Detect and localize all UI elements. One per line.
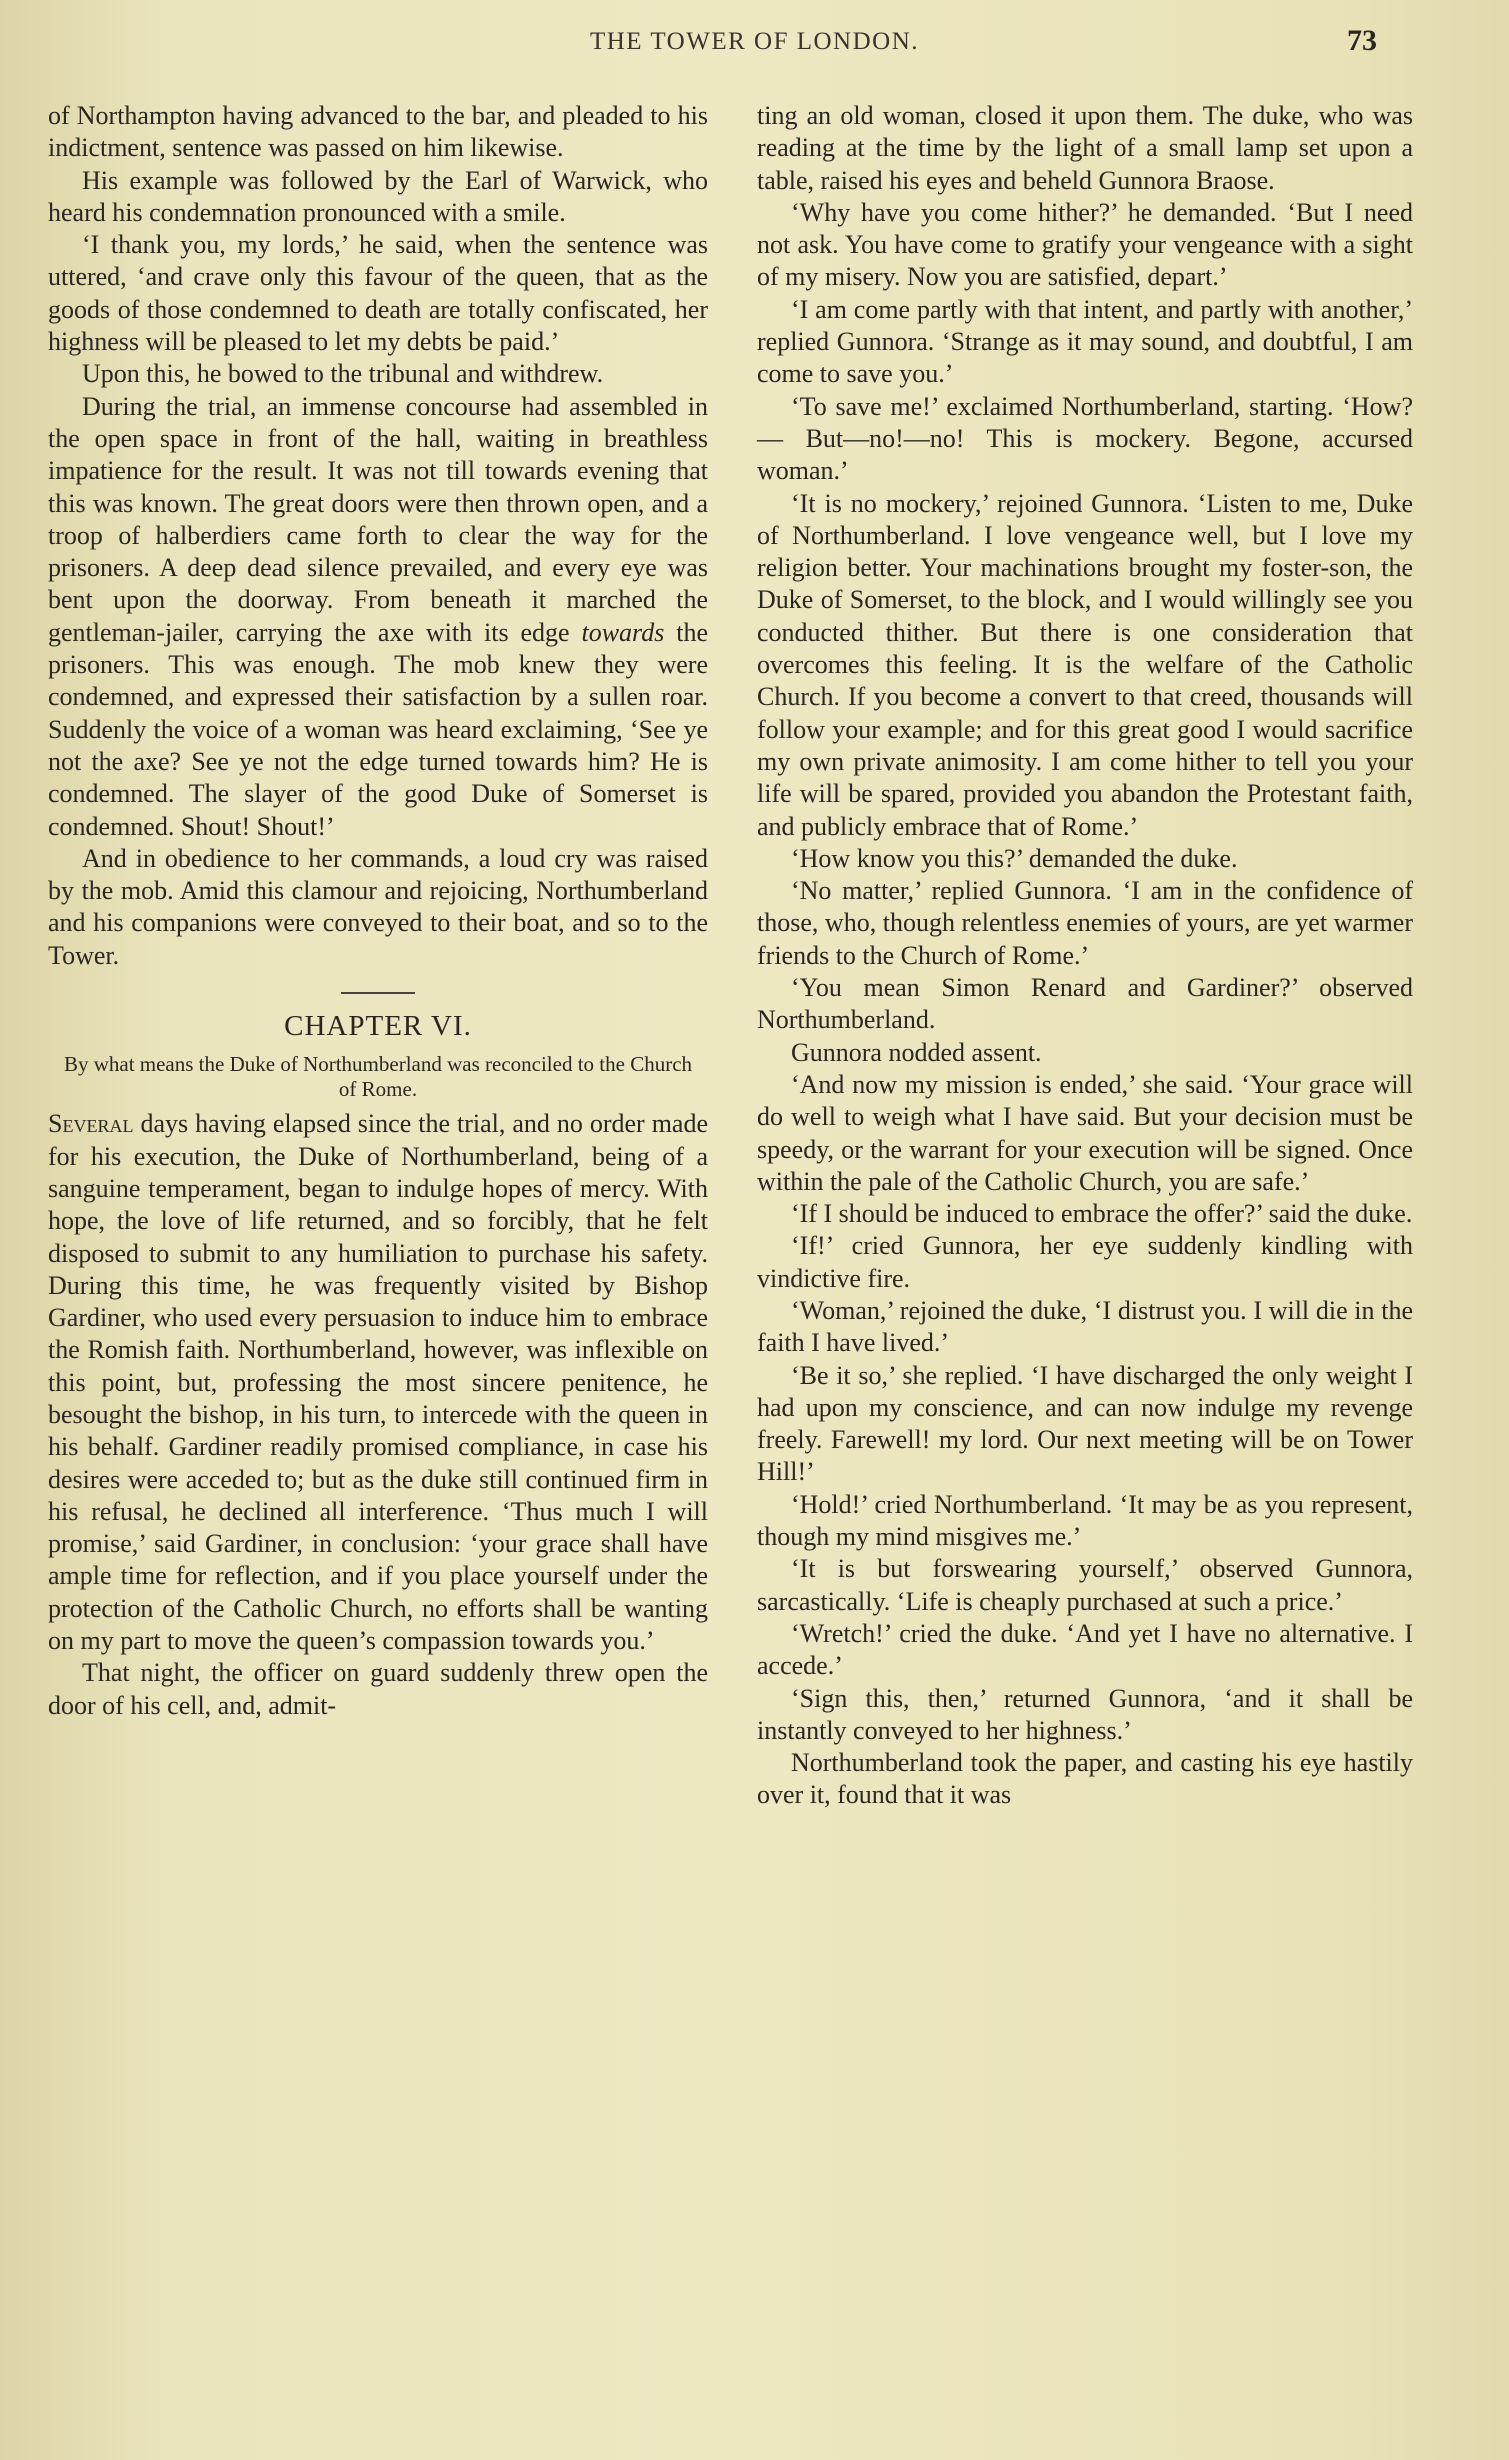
paragraph <box>48 391 708 843</box>
page-number: 73 <box>1347 24 1377 57</box>
chapter-first-word: Several <box>48 1109 134 1139</box>
paragraph: ‘To save me!’ exclaimed Northumberland, starting. ‘How? — But—no!—no! This is mockery. Begone, accursed woman.’ <box>757 391 1413 486</box>
left-column <box>48 100 708 1722</box>
page-header <box>0 24 1509 68</box>
paragraph: Gunnora nodded assent. <box>791 1037 1042 1067</box>
paragraph: ‘Hold!’ cried Northumberland. ‘It may be as you represent, though my mind misgives me.’ <box>757 1489 1413 1552</box>
paragraph: Northumberland took the paper, and casting his eye hastily over it, found that it was <box>757 1748 1413 1810</box>
paragraph-text: the prisoners. This was enough. The mob knew they were condemned, and expressed their satisfaction by a sullen roar. Suddenly the voice of a woman was heard exclaiming, ‘See ye not the axe? See ye not the edge turned towards him? He is condemned. The slayer of the good Duke of Somerset is condemned. Shout! Shout!’ <box>48 617 708 841</box>
italic-word: towards <box>581 617 665 647</box>
running-title: THE TOWER OF LONDON. <box>589 28 920 55</box>
paragraph-text: days having elapsed since the trial, and no order made for his execution, the Duke of Northumberland, being of a sanguine temperament, began to indulge hopes of mercy. With hope, the love of life returned, and so forcibly, that he felt disposed to submit to any humiliation to purchase his safety. During this time, he was frequently visited by Bishop Gardiner, who used every persuasion to induce him to embrace the Romish faith. Northumberland, however, was inflexible on this point, but, professing the most sincere penitence, he besought the bishop, in his turn, to intercede with the queen in his behalf. Gardiner readily promised compliance, in case his desires were acceded to; but as the duke still continued firm in his refusal, he declined all interference. ‘Thus much I will promise,’ said Gardiner, in conclusion: ‘your grace shall have ample time for reflection, and if you place yourself under the protection of the Catholic Church, no efforts shall be wanting on my part to move the queen’s compassion towards you.’ <box>48 1109 709 1656</box>
paragraph: ‘I am come partly with that intent, and partly with another,’ replied Gunnora. ‘Strange as it may sound, and doubtful, I am come to save you.’ <box>757 294 1413 389</box>
paragraph: And in obedience to her commands, a loud cry was raised by the mob. Amid this clamour and rejoicing, Northumberland and his companions were conveyed to their boat, and so to the Tower. <box>48 843 708 970</box>
chapter-title: CHAPTER VI. <box>284 1010 472 1043</box>
paragraph: ‘If!’ cried Gunnora, her eye suddenly kindling with vindictive fire. <box>757 1231 1413 1293</box>
paragraph: ‘It is no mockery,’ rejoined Gunnora. ‘Listen to me, Duke of Northumberland. I love vengeance well, but I love my religion better. Your machinations brought my foster-son, the Duke of Somerset, to the block, and I would willingly see you conducted thither. But there is one consideration that overcomes this feeling. It is the welfare of the Catholic Church. If you become a convert to that creed, thousands will follow your example; and for this great good I would sacrifice my own private animosity. I am come hither to tell you your life will be spared, provided you abandon the Protestant faith, and publicly embrace that of Rome.’ <box>757 488 1413 841</box>
paragraph <box>48 1108 708 1657</box>
paragraph: His example was followed by the Earl of Warwick, who heard his condemnation pronounced with a smile. <box>48 165 708 227</box>
paragraph: ‘If I should be induced to embrace the offer?’ said the duke. <box>791 1199 1413 1229</box>
paragraph: ‘Be it so,’ she replied. ‘I have discharged the only weight I had upon my conscience, and can now indulge my revenge freely. Farewell! my lord. Our next meeting will be on Tower Hill!’ <box>757 1360 1413 1487</box>
paragraph: ‘Wretch!’ cried the duke. ‘And yet I have no alternative. I accede.’ <box>757 1618 1413 1681</box>
paragraph: ‘Woman,’ rejoined the duke, ‘I distrust you. I will die in the faith I have lived.’ <box>757 1295 1413 1358</box>
paragraph: ‘How know you this?’ demanded the duke. <box>791 843 1238 873</box>
chapter-subtitle: By what means the Duke of Northumberland was reconciled to the Church of Rome. <box>63 1052 693 1102</box>
paragraph: ting an old woman, closed it upon them. The duke, who was reading at the time by the light of a small lamp set upon a table, raised his eyes and beheld Gunnora Braose. <box>757 101 1413 195</box>
paragraph: of Northampton having advanced to the bar, and pleaded to his indictment, sentence was passed on him likewise. <box>48 101 708 163</box>
paragraph: ‘It is but forswearing yourself,’ observed Gunnora, sarcastically. ‘Life is cheaply purchased at such a price.’ <box>757 1554 1413 1616</box>
paragraph: ‘Why have you come hither?’ he demanded. ‘But I need not ask. You have come to gratify your vengeance with a sight of my misery. Now you are satisfied, depart.’ <box>757 197 1413 292</box>
paragraph: ‘And now my mission is ended,’ she said. ‘Your grace will do well to weigh what I have said. But your decision must be speedy, or the warrant for your execution will be signed. Once within the pale of the Catholic Church, you are safe.’ <box>757 1069 1413 1196</box>
paragraph: Upon this, he bowed to the tribunal and withdrew. <box>82 359 604 389</box>
paragraph: ‘I thank you, my lords,’ he said, when the sentence was uttered, ‘and crave only this favour of the queen, that as the goods of those condemned to death are totally confiscated, her highness will be pleased to let my debts be paid.’ <box>48 230 708 357</box>
paragraph: ‘No matter,’ replied Gunnora. ‘I am in the confidence of those, who, though relentless enemies of yours, are yet warmer friends to the Church of Rome.’ <box>757 876 1413 970</box>
paragraph: ‘You mean Simon Renard and Gardiner?’ observed Northumberland. <box>757 973 1413 1035</box>
paragraph: That night, the officer on guard suddenly threw open the door of his cell, and, admit- <box>48 1658 708 1720</box>
paragraph: ‘Sign this, then,’ returned Gunnora, ‘and it shall be instantly conveyed to her highness.’ <box>757 1683 1413 1745</box>
paragraph-text: During the trial, an immense concourse had assembled in the open space in front of the hall, waiting in breathless impatience for the result. It was not till towards evening that this was known. The great doors were then thrown open, and a troop of halberdiers came forth to clear the way for the prisoners. A deep dead silence prevailed, and every eye was bent upon the doorway. From beneath it marched the gentleman-jailer, carrying the axe with its edge <box>48 391 708 647</box>
section-divider <box>341 992 415 994</box>
right-column <box>757 100 1413 1812</box>
